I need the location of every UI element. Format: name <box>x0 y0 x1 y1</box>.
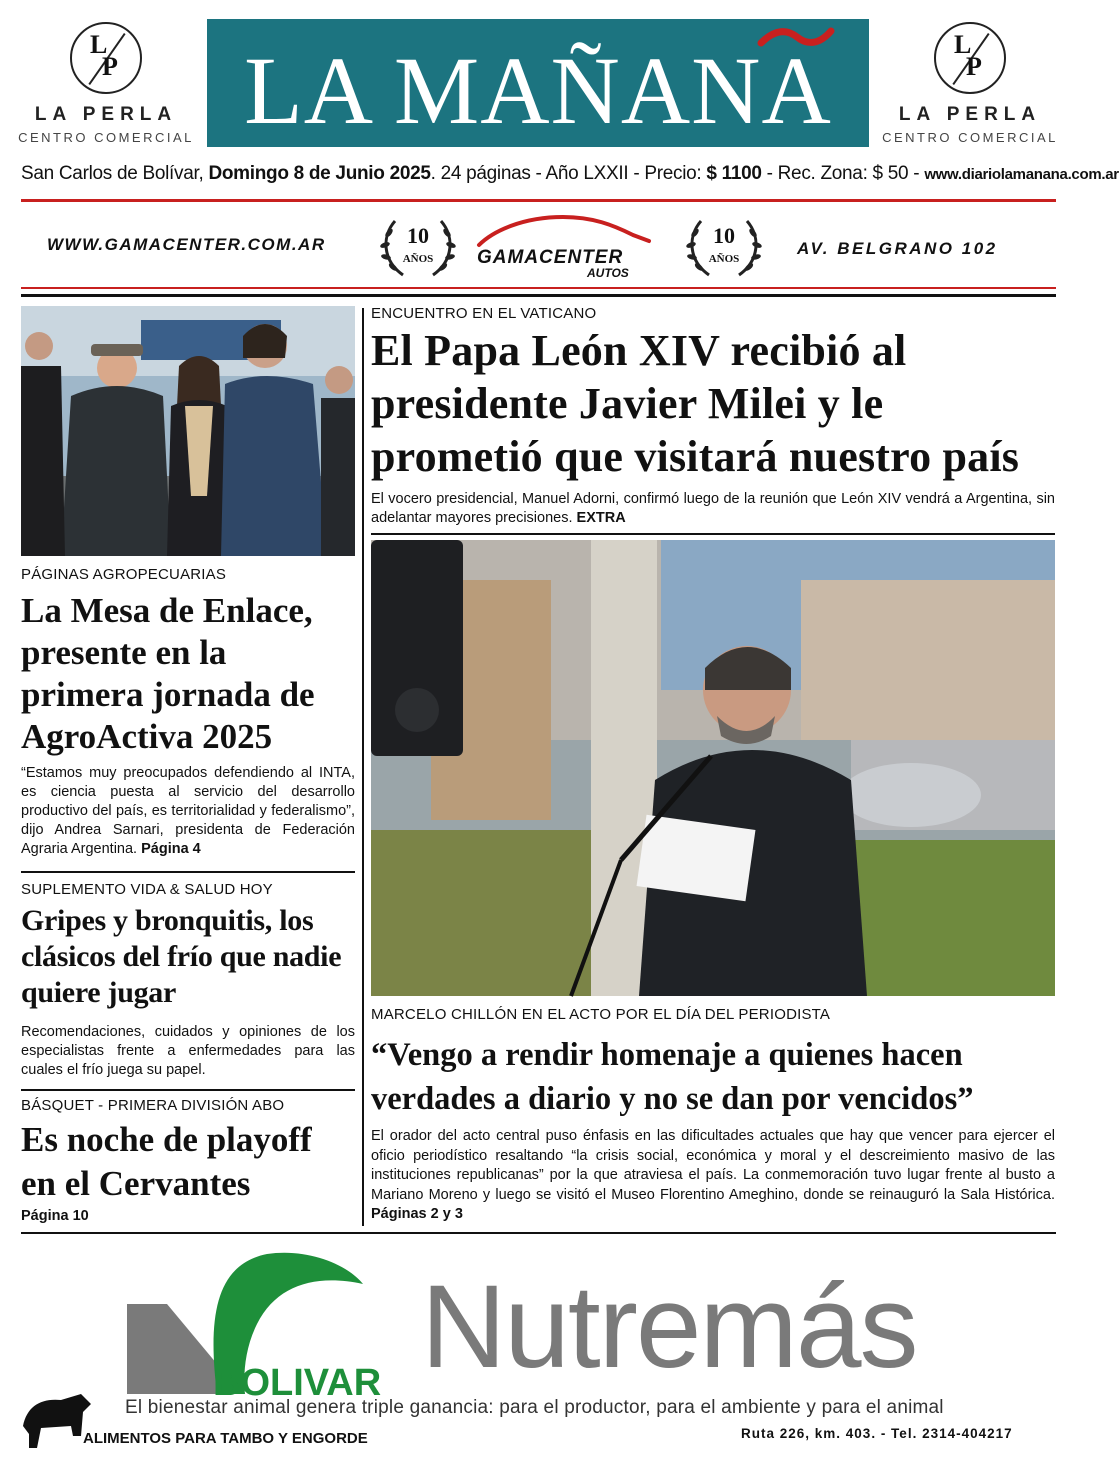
car-silhouette-icon <box>473 211 653 251</box>
nutremas-ad[interactable] <box>21 1232 1056 1452</box>
gamacenter-url: WWW.GAMACENTER.COM.AR <box>47 235 326 254</box>
column-divider <box>362 308 364 1226</box>
speaker-photo[interactable] <box>371 540 1055 996</box>
page-reference[interactable]: EXTRA <box>576 510 626 526</box>
zone-price: - Rec. Zona: $ 50 - <box>761 163 925 184</box>
anniversary-number: 10 <box>407 223 429 248</box>
gamacenter-ad[interactable] <box>21 205 1056 287</box>
story-headline[interactable]: Es noche de playoff en el Cervantes <box>21 1120 312 1203</box>
edition-info-line <box>21 163 1119 185</box>
page-reference[interactable]: Página 4 <box>141 841 201 857</box>
ad-tagline: El bienestar animal genera triple ganancia: para el productor, para el ambiente y para el animal <box>125 1397 944 1418</box>
second-headline[interactable]: “Vengo a rendir homenaje a quienes hacen verdades a diario y no se dan por vencidos” <box>371 1037 974 1117</box>
divider <box>21 199 1056 202</box>
photo-caption: MARCELO CHILLÓN EN EL ACTO POR EL DÍA DEL PERIODISTA <box>371 1006 831 1023</box>
divider <box>21 287 1056 289</box>
speaker-photo-image <box>371 540 1055 996</box>
monogram-p: P <box>966 52 982 81</box>
anniversary-number: 10 <box>713 223 735 248</box>
la-perla-name: LA PERLA <box>34 104 178 125</box>
ad-address: Ruta 226, km. 403. - Tel. 2314-404217 <box>741 1426 1013 1441</box>
anniversary-badge-left <box>377 209 459 285</box>
la-perla-sub: CENTRO COMERCIAL <box>18 130 194 145</box>
la-perla-name: LA PERLA <box>898 104 1042 125</box>
story-kicker: PÁGINAS AGROPECUARIAS <box>21 566 227 583</box>
page-reference[interactable]: Páginas 2 y 3 <box>371 1206 463 1222</box>
story-kicker: BÁSQUET - PRIMERA DIVISIÓN ABO <box>21 1097 285 1114</box>
city: San Carlos de Bolívar, <box>21 163 204 184</box>
second-body <box>371 1127 1055 1225</box>
divider <box>21 871 355 873</box>
pages-info: . 24 páginas - Año LXXII - Precio: <box>430 163 707 184</box>
anniversary-badge-right <box>683 209 765 285</box>
agroactiva-photo[interactable] <box>21 306 355 556</box>
nutremas-brand: Nutremás <box>421 1261 917 1393</box>
ad-products: ALIMENTOS PARA TAMBO Y ENGORDE <box>83 1430 368 1447</box>
la-perla-logo-left <box>16 22 196 145</box>
lead-kicker: ENCUENTRO EN EL VATICANO <box>371 305 597 322</box>
monogram-p: P <box>102 52 118 81</box>
page-reference[interactable]: Página 10 <box>21 1208 89 1224</box>
story-headline[interactable]: La Mesa de Enlace, presente en la primera jornada de AgroActiva 2025 <box>21 591 315 756</box>
monogram-l: L <box>90 30 108 59</box>
masthead-banner <box>207 19 869 147</box>
gamacenter-sub: AUTOS <box>587 266 629 280</box>
lead-body <box>371 490 1055 528</box>
monogram-l: L <box>954 30 972 59</box>
la-perla-monogram <box>70 22 142 94</box>
la-perla-sub: CENTRO COMERCIAL <box>882 130 1058 145</box>
gamacenter-address: AV. BELGRANO 102 <box>797 239 998 258</box>
edition-date: Domingo 8 de Junio 2025 <box>208 163 431 184</box>
lead-body-text: El vocero presidencial, Manuel Adorni, confirmó luego de la reunión que León XIV vendrá a Argentina, sin adelantar mayores precisiones. <box>371 491 1055 526</box>
story-kicker: SUPLEMENTO VIDA & SALUD HOY <box>21 881 273 898</box>
lead-headline[interactable]: El Papa León XIV recibió al presidente Javier Milei y le prometió que visitará nuestro país <box>371 326 1020 481</box>
nutremas-subbrand: BOLIVAR <box>213 1362 382 1404</box>
anniversary-label: AÑOS <box>708 253 740 265</box>
gamacenter-logo <box>473 211 653 281</box>
website-link[interactable]: www.diariolamanana.com.ar <box>924 166 1119 183</box>
people-photo-image <box>21 306 355 556</box>
anniversary-label: AÑOS <box>402 253 434 265</box>
divider <box>21 1089 355 1091</box>
la-perla-monogram <box>934 22 1006 94</box>
story-body: Recomendaciones, cuidados y opiniones de los especialistas frente a enfermedades para las cuales el frío juega su papel. <box>21 1024 355 1078</box>
divider <box>21 294 1056 297</box>
second-body-text: El orador del acto central puso énfasis en las dificultades actuales que hay que vencer para ejercer el oficio periodístico resaltando “la crisis social, económica y moral y el descreimiento masivo de las instituciones republicanas” por la que atraviesa el país. La conmemoración tuvo lugar frente al busto a Mariano Moreno y luego se visitó el Museo Florentino Ameghino, donde se reinauguró la Sala Histórica. <box>371 1128 1055 1203</box>
newspaper-title: LA MAÑANA <box>244 37 832 144</box>
price: $ 1100 <box>706 163 762 184</box>
la-perla-logo-right <box>880 22 1060 145</box>
gamacenter-name: GAMACENTER <box>477 247 624 268</box>
story-body <box>21 764 355 859</box>
divider <box>371 533 1055 535</box>
story-headline[interactable]: Gripes y bronquitis, los clásicos del frío que nadie quiere jugar <box>21 904 342 1009</box>
story-body-text: “Estamos muy preocupados defendiendo al INTA, es ciencia puesta al servicio del desarrollo productivo del país, es territorialidad y federalismo”, dijo Andrea Sarnari, presidenta de Federación Agraria Argentina. <box>21 765 355 857</box>
